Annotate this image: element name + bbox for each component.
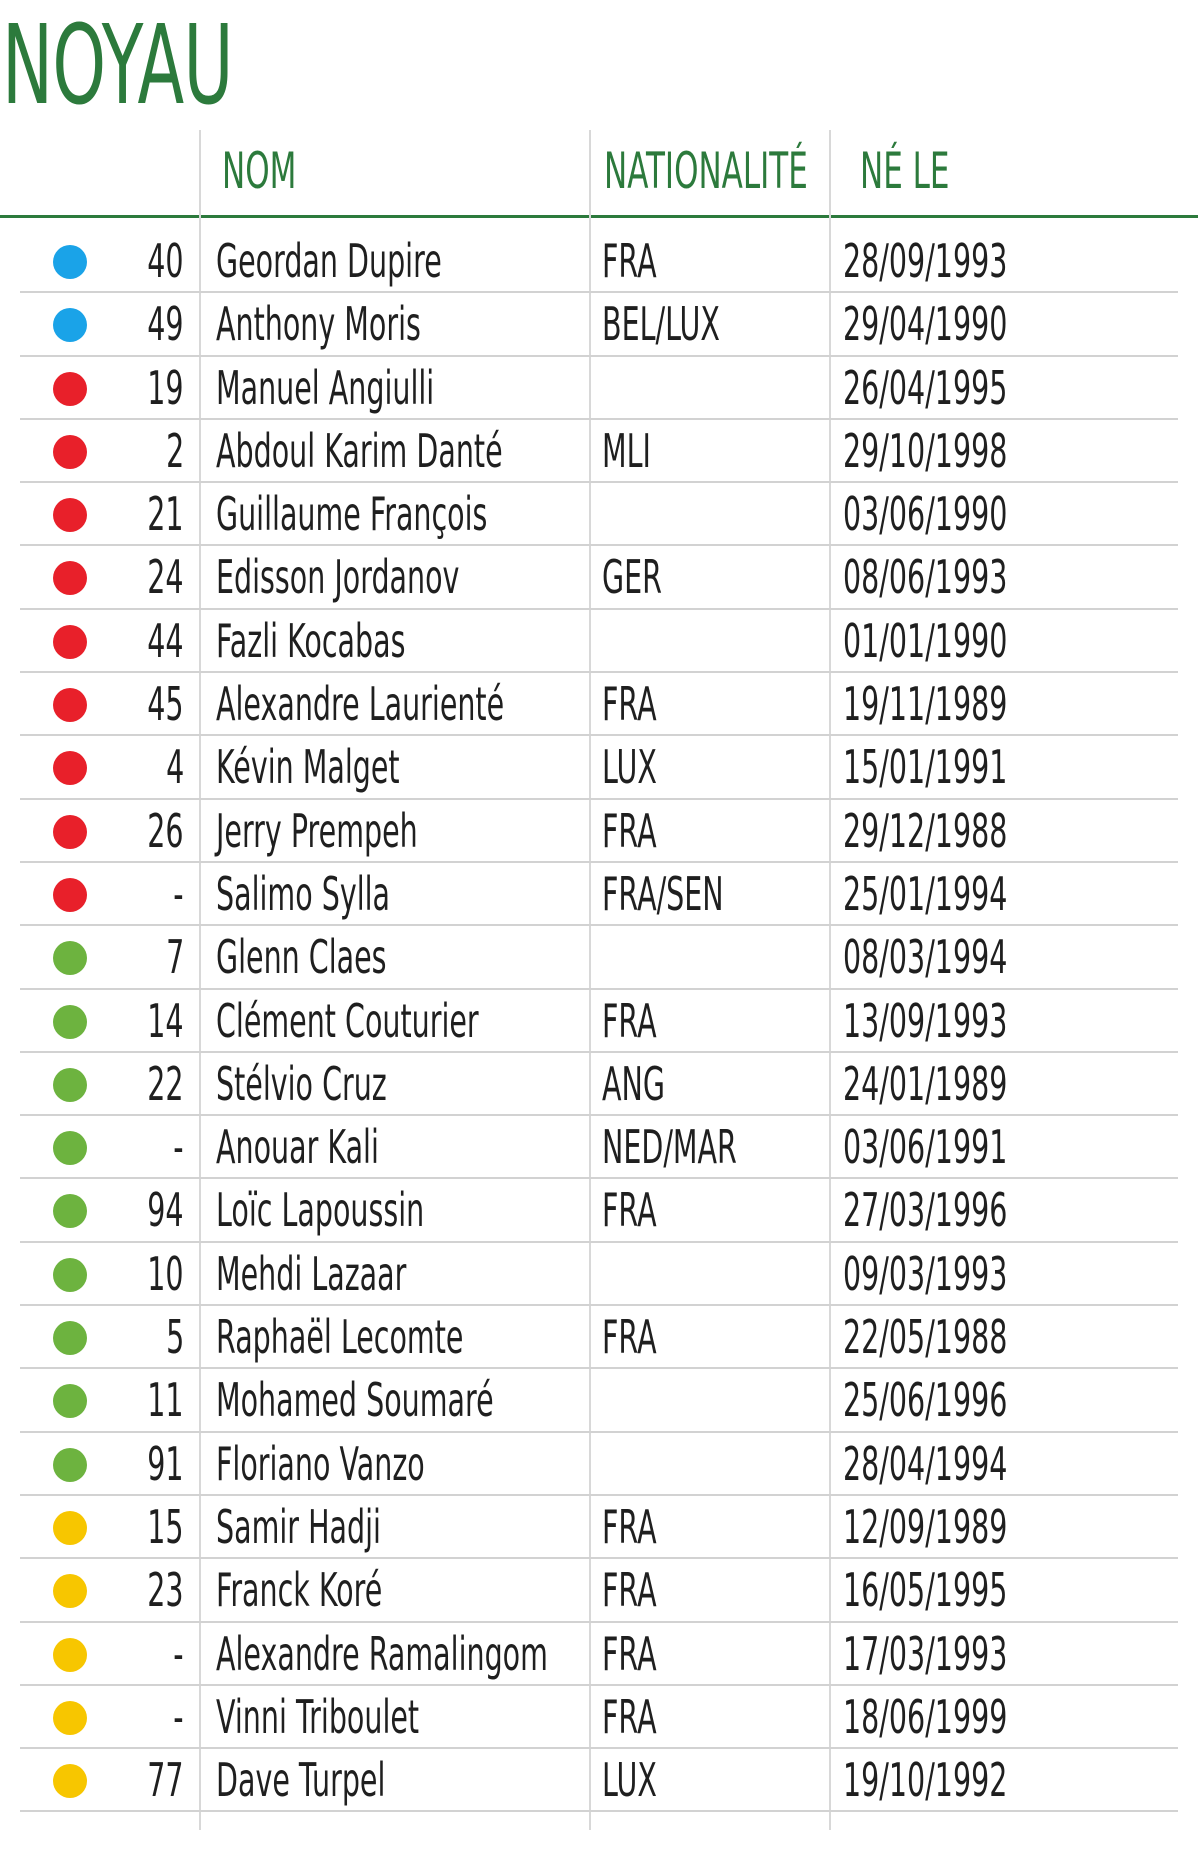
- player-birthdate: [843, 1623, 1108, 1685]
- player-nationality-text: FRA: [602, 677, 657, 732]
- player-number-text: 7: [165, 930, 184, 985]
- player-birthdate: [843, 1243, 1108, 1305]
- player-number-text: 77: [147, 1753, 184, 1808]
- player-number: [80, 293, 184, 355]
- table-row: [20, 1369, 1178, 1432]
- player-number-text: 91: [147, 1436, 184, 1491]
- player-number: [80, 1623, 184, 1685]
- table-row: [20, 1496, 1178, 1559]
- player-number-text: 2: [165, 423, 184, 478]
- player-nationality-text: GER: [602, 550, 662, 605]
- player-birthdate: [843, 1369, 1108, 1431]
- page-title: NOYAU: [2, 1, 233, 129]
- player-birthdate-text: 17/03/1993: [843, 1626, 1008, 1681]
- player-number: [80, 800, 184, 862]
- player-name: [216, 1306, 615, 1368]
- player-number: [80, 1179, 184, 1241]
- player-name-text: Floriano Vanzo: [216, 1436, 425, 1491]
- player-name: [216, 800, 541, 862]
- table-row: [20, 1623, 1178, 1686]
- player-birthdate-text: 29/12/1988: [843, 803, 1008, 858]
- player-birthdate: [843, 546, 1108, 608]
- player-name: [216, 1433, 553, 1495]
- player-nationality-text: FRA: [602, 803, 657, 858]
- player-name: [216, 1496, 482, 1558]
- player-number: [80, 357, 184, 419]
- player-number: [80, 546, 184, 608]
- player-birthdate: [843, 1433, 1108, 1495]
- player-birthdate: [843, 230, 1108, 292]
- player-name-text: Stélvio Cruz: [216, 1056, 387, 1111]
- player-nationality: [602, 990, 690, 1052]
- player-birthdate-text: 26/04/1995: [843, 360, 1008, 415]
- player-name-text: Guillaume François: [216, 487, 488, 542]
- player-birthdate-text: 25/06/1996: [843, 1373, 1008, 1428]
- player-number: [80, 673, 184, 735]
- player-nationality-text: BEL/LUX: [602, 297, 720, 352]
- player-birthdate-text: 15/01/1991: [843, 740, 1008, 795]
- player-birthdate: [843, 420, 1108, 482]
- player-name: [216, 546, 609, 608]
- player-number: [80, 1053, 184, 1115]
- player-nationality: [602, 1623, 690, 1685]
- table-row: [20, 863, 1178, 926]
- player-birthdate: [843, 990, 1108, 1052]
- table-row: [20, 420, 1178, 483]
- player-nationality-text: FRA: [602, 993, 657, 1048]
- player-birthdate: [843, 1686, 1108, 1748]
- player-nationality: [602, 673, 690, 735]
- player-number: [80, 1496, 184, 1558]
- player-birthdate: [843, 863, 1108, 925]
- player-birthdate-text: 09/03/1993: [843, 1246, 1008, 1301]
- player-birthdate-text: 03/06/1991: [843, 1120, 1008, 1175]
- player-birthdate-text: 29/04/1990: [843, 297, 1008, 352]
- player-name: [216, 1749, 489, 1811]
- player-nationality: [602, 1496, 690, 1558]
- player-name: [216, 1116, 479, 1178]
- player-name: [216, 293, 546, 355]
- player-number-text: 4: [165, 740, 184, 795]
- player-number: [80, 1306, 184, 1368]
- player-nationality: [602, 1116, 820, 1178]
- player-birthdate-text: 25/01/1994: [843, 866, 1008, 921]
- player-birthdate: [843, 1116, 1108, 1178]
- player-nationality-text: FRA: [602, 1310, 657, 1365]
- player-number: [80, 1749, 184, 1811]
- player-name: [216, 1243, 523, 1305]
- table-row: [20, 736, 1178, 799]
- player-number: [80, 230, 184, 292]
- player-birthdate: [843, 1559, 1108, 1621]
- player-nationality: [602, 1559, 690, 1621]
- table-row: [20, 1686, 1178, 1749]
- player-name-text: Manuel Angiulli: [216, 360, 435, 415]
- player-name: [216, 1179, 552, 1241]
- player-nationality-text: ANG: [602, 1056, 665, 1111]
- player-number-text: 44: [147, 613, 184, 668]
- player-name-text: Samir Hadji: [216, 1499, 381, 1554]
- player-name: [216, 1686, 544, 1748]
- player-birthdate: [843, 293, 1108, 355]
- table-row: [20, 293, 1178, 356]
- table-row: [20, 1243, 1178, 1306]
- player-nationality: [602, 1686, 690, 1748]
- player-number: [80, 483, 184, 545]
- player-nationality-text: LUX: [602, 740, 657, 795]
- player-birthdate: [843, 673, 1108, 735]
- player-birthdate-text: 16/05/1995: [843, 1563, 1008, 1618]
- player-nationality-text: FRA: [602, 1563, 657, 1618]
- player-name-text: Anthony Moris: [216, 297, 421, 352]
- player-nationality-text: FRA: [602, 1626, 657, 1681]
- player-name-text: Mohamed Soumaré: [216, 1373, 494, 1428]
- header-divider: [0, 215, 1198, 218]
- table-row: [20, 1559, 1178, 1622]
- player-number-text: 11: [147, 1373, 184, 1428]
- player-nationality: [602, 1749, 691, 1811]
- player-birthdate: [843, 483, 1108, 545]
- player-number-text: -: [173, 1120, 184, 1175]
- table-row: [20, 357, 1178, 420]
- player-birthdate: [843, 1749, 1108, 1811]
- player-number-text: 24: [147, 550, 184, 605]
- player-number: [80, 736, 184, 798]
- player-name-text: Fazli Kocabas: [216, 613, 406, 668]
- player-number-text: 19: [147, 360, 184, 415]
- player-birthdate: [843, 1053, 1108, 1115]
- player-name-text: Jerry Prempeh: [216, 803, 418, 858]
- header-birth: [860, 128, 1004, 214]
- player-nationality-text: MLI: [602, 423, 651, 478]
- player-number-text: 10: [147, 1246, 184, 1301]
- player-nationality-text: FRA: [602, 1183, 657, 1238]
- player-number-text: -: [173, 1626, 184, 1681]
- player-number: [80, 863, 184, 925]
- player-name-text: Salimo Sylla: [216, 866, 391, 921]
- player-number: [80, 1369, 184, 1431]
- player-name: [216, 1053, 491, 1115]
- player-name: [216, 357, 568, 419]
- player-name-text: Kévin Malget: [216, 740, 400, 795]
- player-name-text: Anouar Kali: [216, 1120, 379, 1175]
- player-name-text: Clément Couturier: [216, 993, 479, 1048]
- player-birthdate-text: 01/01/1990: [843, 613, 1008, 668]
- player-number-text: 23: [147, 1563, 184, 1618]
- player-number-text: 94: [147, 1183, 184, 1238]
- player-number: [80, 1433, 184, 1495]
- table-row: [20, 546, 1178, 609]
- player-number: [80, 1116, 184, 1178]
- table-row: [20, 990, 1178, 1053]
- player-name-text: Abdoul Karim Danté: [216, 423, 503, 478]
- table-row: [20, 483, 1178, 546]
- player-number-text: 40: [147, 234, 184, 288]
- player-name-text: Dave Turpel: [216, 1753, 386, 1808]
- player-name: [216, 990, 640, 1052]
- player-nationality: [602, 800, 690, 862]
- player-number-text: -: [173, 1689, 184, 1744]
- player-nationality-text: FRA: [602, 1689, 657, 1744]
- header-name: [222, 128, 342, 214]
- player-name: [216, 863, 497, 925]
- table-row: [20, 673, 1178, 736]
- player-number-text: 22: [147, 1056, 184, 1111]
- player-number-text: 45: [147, 677, 184, 732]
- player-number: [80, 420, 184, 482]
- player-birthdate-text: 28/09/1993: [843, 234, 1008, 288]
- player-birthdate-text: 03/06/1990: [843, 487, 1008, 542]
- player-nationality: [602, 1179, 690, 1241]
- player-nationality-text: FRA: [602, 1499, 657, 1554]
- player-birthdate: [843, 1496, 1108, 1558]
- player-birthdate-text: 19/10/1992: [843, 1753, 1008, 1808]
- player-name-text: Geordan Dupire: [216, 234, 442, 288]
- player-name-text: Raphaël Lecomte: [216, 1310, 464, 1365]
- player-name-text: Alexandre Laurienté: [216, 677, 505, 732]
- player-name-text: Vinni Triboulet: [216, 1689, 420, 1744]
- player-nationality: [602, 293, 792, 355]
- header-birth-label: NÉ LE: [860, 142, 950, 200]
- player-number-text: -: [173, 866, 184, 921]
- player-name-text: Alexandre Ramalingom: [216, 1626, 548, 1681]
- table-row: [20, 1116, 1178, 1179]
- player-number-text: 26: [147, 803, 184, 858]
- player-name-text: Loïc Lapoussin: [216, 1183, 425, 1238]
- player-number: [80, 1686, 184, 1748]
- player-nationality-text: FRA/SEN: [602, 866, 724, 921]
- player-name: [216, 1559, 484, 1621]
- player-number-text: 5: [165, 1310, 184, 1365]
- player-nationality: [602, 230, 690, 292]
- player-birthdate: [843, 736, 1108, 798]
- player-name: [216, 483, 654, 545]
- player-number-text: 21: [147, 487, 184, 542]
- player-name: [216, 926, 491, 988]
- table-row: [20, 230, 1178, 293]
- player-birthdate: [843, 800, 1108, 862]
- player-birthdate: [843, 357, 1108, 419]
- table-row: [20, 1179, 1178, 1242]
- player-nationality-text: LUX: [602, 1753, 657, 1808]
- player-birthdate-text: 28/04/1994: [843, 1436, 1008, 1491]
- player-birthdate-text: 27/03/1996: [843, 1183, 1008, 1238]
- table-row: [20, 1053, 1178, 1116]
- player-name-text: Mehdi Lazaar: [216, 1246, 407, 1301]
- player-birthdate-text: 19/11/1989: [843, 677, 1008, 732]
- header-name-label: NOM: [222, 142, 297, 200]
- table-row: [20, 926, 1178, 989]
- table-row: [20, 610, 1178, 673]
- player-nationality: [602, 1053, 704, 1115]
- player-number: [80, 990, 184, 1052]
- table-row: [20, 1433, 1178, 1496]
- player-birthdate: [843, 1306, 1108, 1368]
- player-name-text: Franck Koré: [216, 1563, 383, 1618]
- player-name-text: Glenn Claes: [216, 930, 387, 985]
- player-birthdate: [843, 610, 1108, 672]
- header-nationality-label: NATIONALITÉ: [604, 142, 808, 200]
- player-birthdate-text: 08/06/1993: [843, 550, 1008, 605]
- player-number: [80, 1243, 184, 1305]
- player-nationality: [602, 863, 798, 925]
- player-birthdate: [843, 1179, 1108, 1241]
- player-name-text: Edisson Jordanov: [216, 550, 460, 605]
- player-number-text: 49: [147, 297, 184, 352]
- player-name: [216, 1369, 664, 1431]
- player-name: [216, 230, 580, 292]
- player-birthdate-text: 24/01/1989: [843, 1056, 1008, 1111]
- player-birthdate-text: 18/06/1999: [843, 1689, 1008, 1744]
- player-birthdate-text: 13/09/1993: [843, 993, 1008, 1048]
- player-name: [216, 736, 512, 798]
- player-nationality: [602, 546, 699, 608]
- player-nationality-text: NED/MAR: [602, 1120, 737, 1175]
- player-number-text: 14: [147, 993, 184, 1048]
- table-row: [20, 1306, 1178, 1369]
- player-number-text: 15: [147, 1499, 184, 1554]
- table-row: [20, 1749, 1178, 1812]
- player-nationality-text: FRA: [602, 234, 657, 288]
- player-name: [216, 610, 522, 672]
- player-birthdate-text: 22/05/1988: [843, 1310, 1008, 1365]
- player-birthdate-text: 29/10/1998: [843, 423, 1008, 478]
- player-number: [80, 610, 184, 672]
- player-birthdate-text: 08/03/1994: [843, 930, 1008, 985]
- player-number: [80, 1559, 184, 1621]
- players-table: [0, 230, 1200, 1812]
- player-nationality: [602, 420, 681, 482]
- player-birthdate: [843, 926, 1108, 988]
- player-number: [80, 926, 184, 988]
- player-nationality: [602, 1306, 690, 1368]
- table-row: [20, 800, 1178, 863]
- player-nationality: [602, 736, 691, 798]
- table-header: [0, 128, 1200, 214]
- player-birthdate-text: 12/09/1989: [843, 1499, 1008, 1554]
